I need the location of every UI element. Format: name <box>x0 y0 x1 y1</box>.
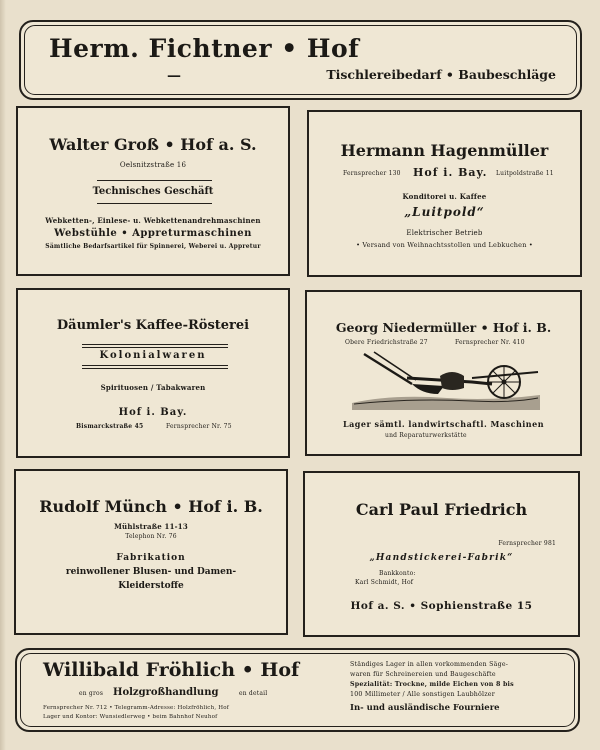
ad-daeumler-goods: Kolonialwaren <box>99 350 207 361</box>
ad-friedrich-address: Hof a. S. • Sophienstraße 15 <box>350 600 533 612</box>
ad-muench-phone: Telephon Nr. 76 <box>125 533 177 540</box>
ad-gross-line2: Webstühle • Appreturmaschinen <box>54 228 252 239</box>
ad-muench-line3: Kleiderstoffe <box>118 581 184 591</box>
ad-friedrich-bank-label: Bankkonto: <box>379 570 416 577</box>
ad-friedrich-phone: Fernsprecher 981 <box>498 540 556 547</box>
ad-gross <box>16 106 290 276</box>
ad-fichtner-title: Herm. Fichtner • Hof <box>49 34 360 63</box>
ad-muench-street: Mühlstraße 11-13 <box>114 522 188 531</box>
ad-froehlich <box>15 648 580 732</box>
ad-froehlich-trade: Holzgroßhandlung <box>113 687 219 698</box>
ad-friedrich <box>303 471 580 637</box>
ad-froehlich-en-gros: en gros <box>79 690 104 697</box>
ad-niedermueller <box>305 290 582 456</box>
ad-daeumler-name: Däumler's Kaffee-Rösterei <box>56 318 250 333</box>
ad-niedermueller-street: Obere Friedrichstraße 27 <box>345 339 428 346</box>
ad-daeumler-rule-bottom <box>82 365 228 369</box>
ad-froehlich-right4: 100 Millimeter / Alle sonstigen Laubhölzer <box>350 691 495 698</box>
ad-niedermueller-line2: und Reparaturwerkstätte <box>385 432 467 439</box>
ad-froehlich-name: Willibald Fröhlich • Hof <box>43 659 300 681</box>
ad-hagenmueller-line1: Elektrischer Betrieb <box>406 229 483 237</box>
ad-daeumler-line1: Spirituosen / Tabakwaren <box>100 383 206 392</box>
ad-muench <box>14 469 288 635</box>
ad-hagenmueller-city: Hof i. Bay. <box>413 166 488 179</box>
ad-froehlich-contact2: Lager und Kontor: Wunsiedlerweg • beim Bahnhof Neuhof <box>43 714 218 720</box>
ad-niedermueller-line1: Lager sämtl. landwirtschaftl. Maschinen <box>342 419 545 429</box>
ad-muench-name: Rudolf Münch • Hof i. B. <box>39 497 263 516</box>
ad-hagenmueller-cafe: „Luitpold“ <box>404 205 485 219</box>
ad-fichtner-subtitle: Tischlereibedarf • Baubeschläge <box>326 67 556 82</box>
ad-friedrich-name: Carl Paul Friedrich <box>355 500 528 519</box>
ad-hagenmueller <box>307 110 582 277</box>
ad-froehlich-right3: Spezialität: Trockne, milde Eichen von 8 bis <box>350 681 514 688</box>
ad-gross-line3: Sämtliche Bedarfsartikel für Spinnerei, Weberei u. Appretur <box>45 243 261 250</box>
ad-daeumler-rule-top <box>82 344 228 348</box>
ad-daeumler-phone: Fernsprecher Nr. 75 <box>166 423 232 430</box>
ad-niedermueller-phone: Fernsprecher Nr. 410 <box>455 339 525 346</box>
ad-hagenmueller-kind: Konditorei u. Kaffee <box>402 192 487 201</box>
ad-hagenmueller-line2: • Versand von Weihnachtsstollen und Lebkuchen • <box>356 241 533 249</box>
ad-fichtner <box>19 20 582 100</box>
ad-daeumler <box>16 288 290 458</box>
ad-daeumler-street: Bismarckstraße 45 <box>76 423 144 430</box>
ad-niedermueller-name: Georg Niedermüller • Hof i. B. <box>335 320 552 335</box>
ad-muench-line1: Fabrikation <box>116 553 186 563</box>
ad-gross-name: Walter Groß • Hof a. S. <box>49 135 257 154</box>
ad-froehlich-contact1: Fernsprecher Nr. 712 • Telegramm-Adresse: Holzfröhlich, Hof <box>43 705 229 711</box>
ad-friedrich-product: „Handstickerei-Fabrik“ <box>369 553 514 563</box>
ad-gross-category: Technisches Geschäft <box>92 186 214 197</box>
ad-froehlich-en-detail: en detail <box>239 690 268 697</box>
plow-illustration <box>352 348 542 410</box>
ad-gross-rule-top <box>97 180 212 181</box>
ad-hagenmueller-phone: Fernsprecher 130 <box>343 170 401 177</box>
ad-froehlich-right5: In- und ausländische Fourniere <box>350 703 500 713</box>
ad-hagenmueller-street: Luitpoldstraße 11 <box>496 170 554 177</box>
ad-muench-line2: reinwollener Blusen- und Damen- <box>65 567 237 577</box>
ad-gross-rule-bottom <box>97 203 212 204</box>
ad-hagenmueller-name: Hermann Hagenmüller <box>340 141 549 160</box>
ad-fichtner-dash: — <box>167 68 181 84</box>
ad-gross-line1: Webketten-, Einlese- u. Webkettenandrehmaschinen <box>45 216 261 225</box>
ad-gross-street: Oelsnitzstraße 16 <box>119 161 187 169</box>
ad-froehlich-right2: waren für Schreinereien und Baugeschäfte <box>350 671 496 678</box>
ad-daeumler-city: Hof i. Bay. <box>118 407 188 418</box>
page-edge <box>0 0 6 750</box>
ad-froehlich-right1: Ständiges Lager in allen vorkommenden Säge- <box>350 661 509 668</box>
ad-friedrich-bank: Karl Schmidt, Hof <box>355 579 414 586</box>
